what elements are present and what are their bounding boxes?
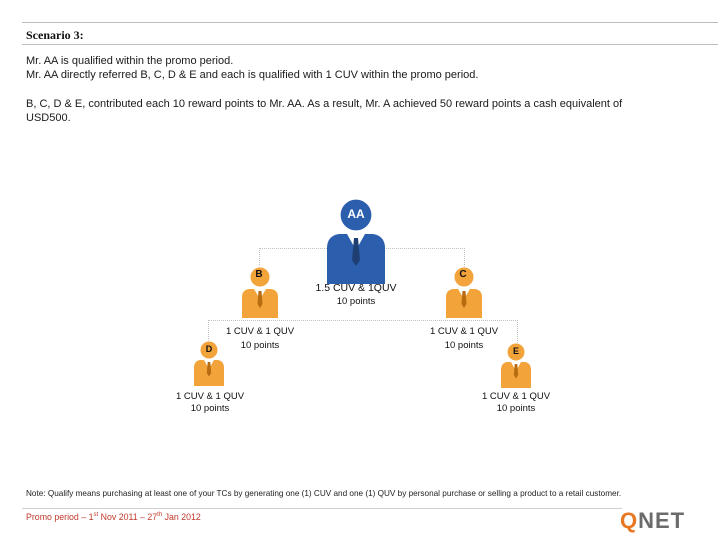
node-e-label: E	[512, 346, 519, 356]
node-aa-points: 10 points	[336, 296, 376, 307]
node-c-points: 10 points	[444, 340, 484, 351]
node-c-label: C	[459, 269, 467, 280]
promo-mid: Nov 2011 – 27	[98, 512, 158, 522]
footer-rule	[22, 508, 622, 509]
node-e-points: 10 points	[496, 403, 536, 414]
node-e-cuv: 1 CUV & 1 QUV	[481, 391, 551, 402]
promo-suffix: Jan 2012	[162, 512, 201, 522]
node-b-label: B	[255, 269, 263, 280]
body-line-3: B, C, D & E, contributed each 10 reward points to Mr. AA. As a result, Mr. A achieved 50 reward points a cash equivalent of	[26, 98, 623, 110]
scenario-title: Scenario 3:	[26, 28, 84, 42]
promo-period	[26, 512, 201, 522]
header-top-rule	[22, 22, 718, 23]
node-d-cuv: 1 CUV & 1 QUV	[175, 391, 245, 402]
qnet-logo-rest: NET	[638, 508, 686, 533]
body-line-4: USD500.	[26, 112, 71, 124]
qnet-logo-q: Q	[620, 508, 639, 533]
node-b-points: 10 points	[240, 340, 280, 351]
promo-sup-2: th	[157, 512, 163, 519]
node-d-points: 10 points	[190, 403, 230, 414]
node-aa-cuv: 1.5 CUV & 1QUV	[315, 282, 397, 294]
qnet-logo	[620, 508, 685, 534]
node-b-cuv: 1 CUV & 1 QUV	[225, 326, 295, 337]
promo-sup-1: st	[93, 512, 99, 519]
node-c-cuv: 1 CUV & 1 QUV	[429, 326, 499, 337]
body-line-1: Mr. AA is qualified within the promo period.	[26, 55, 234, 67]
node-d-label: D	[205, 344, 213, 354]
promo-prefix: Promo period – 1	[26, 512, 94, 522]
qualify-note: Note: Qualify means purchasing at least one of your TCs by generating one (1) CUV and one (1) QUV by personal purchase or selling a product to a retail customer.	[26, 489, 622, 498]
header-bottom-rule	[22, 44, 718, 45]
node-aa-label: AA	[347, 207, 365, 221]
body-line-2: Mr. AA directly referred B, C, D & E and each is qualified with 1 CUV within the promo period.	[26, 69, 479, 81]
